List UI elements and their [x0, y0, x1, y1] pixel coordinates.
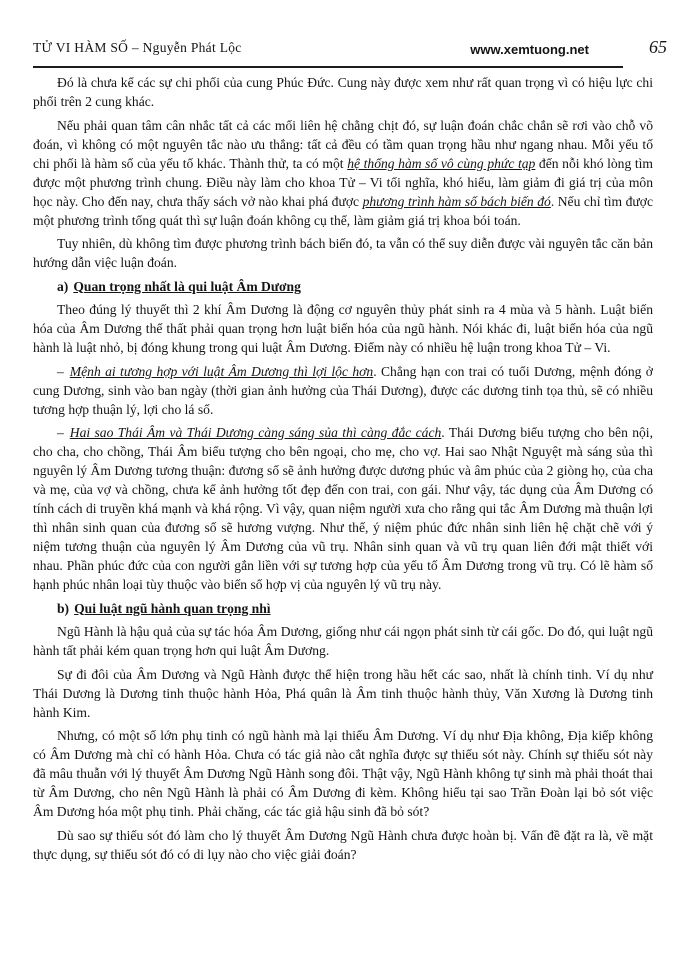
paragraph [33, 300, 653, 357]
bullet-dash: – [57, 425, 64, 440]
paragraph-text: Dù sao sự thiếu sót đó làm cho lý thuyết Âm Dương Ngũ Hành chưa được hoàn bị. Vấn đề đặt ra là, về mặt thực dụng, sự thiếu sót đó có di lụy nào cho việc giải đoán? [33, 827, 653, 862]
website-text: www.xemtuong.net [470, 42, 589, 57]
paragraph-text: Nhưng, có một số lớn phụ tinh có ngũ hành mà lại thiếu Âm Dương. Ví dụ như Địa không, Địa kiếp không có Âm Dương mà chỉ có hành Hỏa. Chưa có tác giả nào cắt nghĩa được sự thiếu sót này. Chính sự thiếu sót này đã mâu thuẫn với lý thuyết Âm Dương Ngũ Hành song đôi. Thật vậy, Ngũ Hành không tự sinh mà phải thoát thai từ Âm Dương, cho nên Ngũ Hành là phải có Âm Dương đi kèm. Không hiểu tại sao Trần Đoàn lại bỏ sót việc Âm Dương hóa một phụ tinh. Phải chăng, các tác giả hậu sinh đã bỏ sót? [33, 728, 653, 819]
book-title: TỬ VI HÀM SỐ – Nguyễn Phát Lộc [33, 40, 242, 55]
paragraph-text: . Thái Dương biểu tượng cho bên nội, cho cha, cho chồng, Thái Âm biểu tượng cho bên ngoại, cho mẹ, cho vợ. Hai sao Nhật Nguyệt mà sáng sủa thì nguyên lý Âm Dương tương thuận: đương số sẽ ảnh hưởng được dương phúc và âm phúc của 2 giòng họ, của cha và mẹ, của vợ và chồng, chưa kể ảnh hưởng tốt đẹp đến con trai, con gái. Như vậy, tác dụng của Âm Dương có tính cách di truyền khá mạnh và khá rộng. Vì vậy, quan niệm người xưa cho rằng qui tắc Âm Dương mà thuận lợi thì nhân sinh quan của đương số sẽ hương vượng. Như thế, ý niệm phúc đức nhân sinh liên hệ chặt chẽ với ý niệm tương thuận của nguyên lý Âm Dương của vũ trụ. Nhân sinh quan và vũ trụ quan liên đới mật thiết với nhau. Phần phúc đức của con người gắn liền với sự tương hợp của yếu tố Âm Dương trong vũ trụ. Có lẽ hàm số hạnh phúc nhân loại tùy thuộc vào biến số hợp vị của nguyên lý vũ trụ này. [33, 425, 653, 592]
heading-prefix: b) [57, 600, 70, 616]
paragraph [33, 116, 653, 230]
header-rule [33, 66, 623, 68]
heading-title: Quan trọng nhất là qui luật Âm Dương [73, 278, 301, 294]
heading-title: Qui luật ngũ hành quan trọng nhì [74, 600, 271, 616]
paragraph-text: Theo đúng lý thuyết thì 2 khí Âm Dương là động cơ nguyên thủy phát sinh ra 4 mùa và 5 hành. Luật biến hóa của Âm Dương thế thất phải quan trọng hơn luật biến hóa của ngũ hành. Nói khác đi, luật biến hóa của ngũ hành là luật nhỏ, bị đóng khung trong qui luật Âm Dương. Điểm này có nhiều hệ luận trong khoa Tử – Vi. [33, 302, 653, 355]
emphasized-phrase: phương trình hàm số bách biến đó [362, 193, 551, 209]
section-heading-a [33, 277, 653, 296]
bullet-dash: – [57, 363, 64, 379]
bullet-lead-phrase: Hai sao Thái Âm và Thái Dương càng sáng sủa thì càng đắc cách [69, 425, 442, 440]
paragraph [33, 234, 653, 272]
paragraph-text: Ngũ Hành là hậu quả của sự tác hóa Âm Dương, giống như cái ngọn phát sinh từ cái gốc. Do đó, qui luật ngũ hành tất phải kém quan trọng hơn qui luật Âm Dương. [33, 624, 653, 658]
page-body [33, 73, 653, 868]
paragraph-text: Nếu phải quan tâm cân nhắc tất cả các mối liên hệ chằng chịt đó, sự luận đoán chắc chắn sẽ rơi vào chỗ võ đoán, vì không có một nguyên tắc nào ưu thắng: tất cả đều có tầm quan trọng hầu như ngang nhau. Mỗi yếu tố chi phối là hàm số của yếu tố khác. Thành thử, ta có một [33, 117, 653, 171]
bullet-item [33, 362, 653, 419]
paragraph-text: . Nếu chỉ tìm được một phương trình tổng quát thì sự luận đoán không cụ thể, làm giảm giá trị khoa bói toán. [33, 193, 654, 228]
paragraph-text: Tuy nhiên, dù không tìm được phương trình bách biến đó, ta vẫn có thể suy diễn được vài nguyên tắc căn bản hướng dẫn việc luận đoán. [33, 236, 653, 270]
paragraph-text: Đó là chưa kể các sự chi phối của cung Phúc Đức. Cung này được xem như rất quan trọng vì có hiệu lực chi phối trên 2 cung khác. [33, 75, 653, 109]
paragraph [33, 73, 653, 111]
paragraph [33, 622, 653, 660]
paragraph-text: đến nỗi khó lòng tìm được một phương trình chung. Điều này làm cho khoa Tử – Vi tối nghĩa, khó hiểu, làm giảm đi giá trị của môn học này. Cho đến nay, chưa thấy sách vở nào khai phá được [33, 155, 653, 209]
bullet-item [33, 423, 653, 594]
page-header [0, 0, 686, 70]
paragraph-text: Sự đi đôi của Âm Dương và Ngũ Hành được thể hiện trong hầu hết các sao, nhất là chính tinh. Ví dụ như Thái Dương là Dương tinh thuộc hành Hỏa, Phá quân là Âm tinh thuộc hành thủy, Văn Xương là Dương tinh hành Kim. [33, 666, 653, 720]
bullet-lead-phrase: Mệnh ai tương hợp với luật Âm Dương thì lợi lộc hơn [69, 363, 374, 379]
paragraph [33, 665, 653, 722]
paragraph [33, 726, 653, 821]
heading-prefix: a) [57, 278, 69, 294]
emphasized-phrase: hệ thống hàm số vô cùng phức tạp [347, 155, 536, 171]
section-heading-b [33, 599, 653, 618]
paragraph-text: . Chẳng hạn con trai có tuổi Dương, mệnh đóng ở cung Dương, sinh vào ban ngày (thời gian ảnh hưởng của Thái Dương), được các dương tinh tọa thủ, sẽ có nhiều tương hợp thuận lý, lợi cho lá số. [33, 363, 653, 417]
paragraph [33, 826, 653, 864]
page-number: 65 [649, 37, 667, 57]
